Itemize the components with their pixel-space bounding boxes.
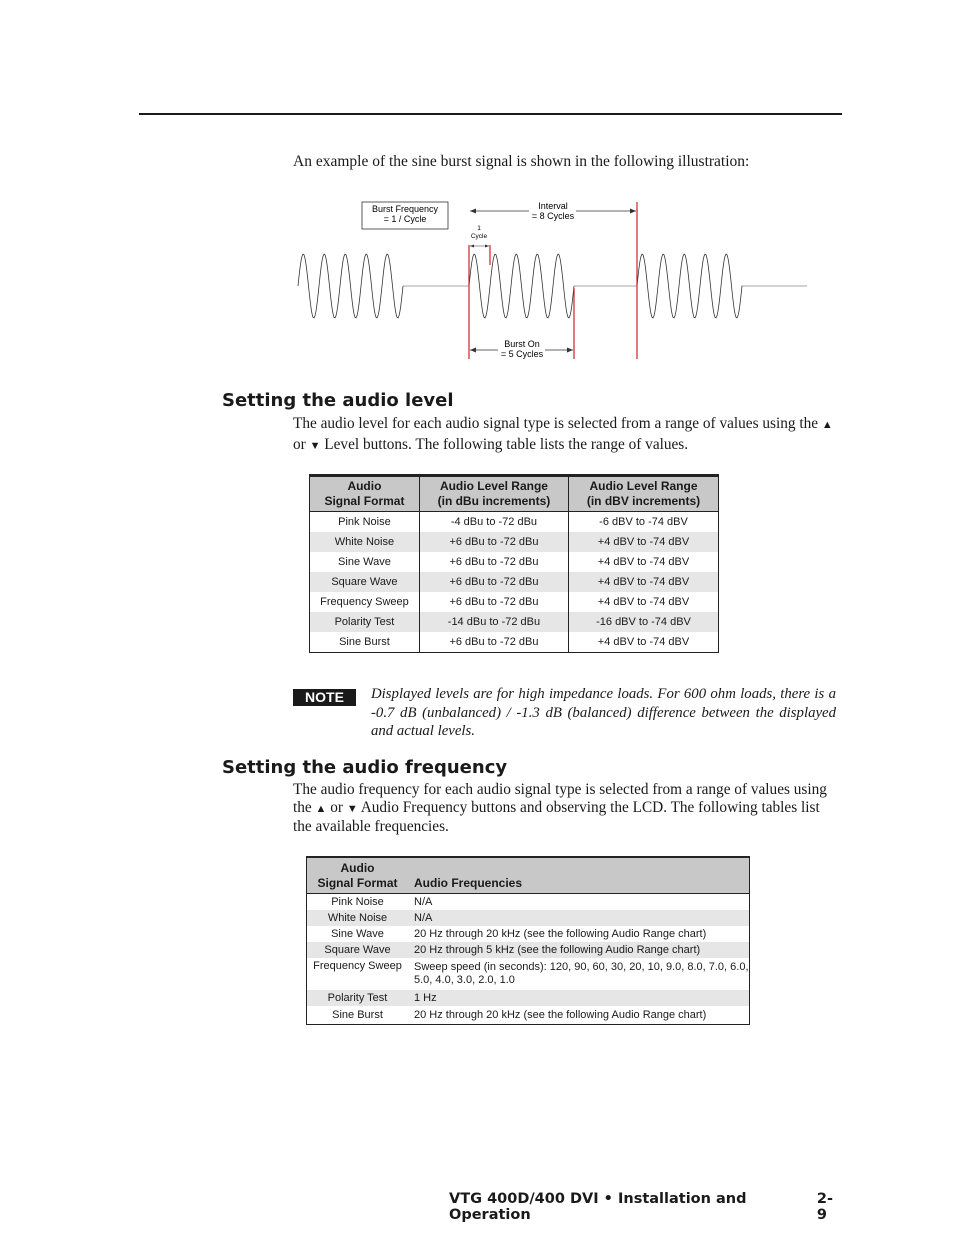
up-arrow-icon: ▲: [315, 802, 327, 815]
sine-burst-3: [637, 254, 742, 318]
table-row: Polarity Test 1 Hz: [307, 990, 750, 1006]
sine-burst-2: [469, 254, 574, 318]
col-header-dbu: Audio Level Range (in dBu increments): [419, 476, 568, 512]
table-row: Frequency Sweep +6 dBu to -72 dBu +4 dBV to -74 dBV: [310, 592, 719, 612]
table-row: White Noise N/A: [307, 910, 750, 926]
down-arrow-icon: ▼: [346, 802, 358, 815]
table-row: Square Wave +6 dBu to -72 dBu +4 dBV to -74 dBV: [310, 572, 719, 592]
col-header-frequencies: Audio Frequencies: [408, 857, 750, 894]
sine-waveform: [298, 254, 742, 318]
interval-arrowhead-left: [470, 209, 476, 214]
audio-frequency-paragraph: The audio frequency for each audio signal type is selected from a range of values using the ▲ or ▼ Audio Frequency buttons and observing the LCD. The following tables list the available frequencies.: [293, 781, 827, 835]
table-row: Sine Wave +6 dBu to -72 dBu +4 dBV to -74 dBV: [310, 552, 719, 572]
burst-frequency-label: Burst Frequency: [371, 204, 439, 214]
interval-label: Interval: [538, 201, 568, 211]
col-header-dbv: Audio Level Range (in dBV increments): [569, 476, 719, 512]
cycle-label: Cycle: [470, 233, 488, 240]
table-row: Frequency Sweep Sweep speed (in seconds): 120, 90, 60, 30, 20, 10, 9.0, 8.0, 7.0, 6.0, 5.0, 4.0, 3.0, 2.0, 1.0: [313, 960, 749, 986]
table-row: Pink Noise N/A: [331, 895, 433, 908]
interval-value: = 8 Cycles: [531, 211, 575, 221]
cycle-number: 1: [477, 225, 481, 232]
audio-level-table: [309, 474, 719, 653]
table-row: Polarity Test -14 dBu to -72 dBu -16 dBV to -74 dBV: [310, 612, 719, 632]
audio-level-paragraph: The audio level for each audio signal type is selected from a range of values using the ▲ or ▼ Level buttons. The following table lists the range of values.: [293, 415, 833, 453]
page-footer: [449, 1191, 842, 1223]
cycle-arrowhead-left: [470, 245, 474, 248]
burst-frequency-value: = 1 / Cycle: [383, 214, 427, 224]
down-arrow-icon: ▼: [309, 440, 321, 452]
table-row: Sine Burst +6 dBu to -72 dBu +4 dBV to -74 dBV: [310, 632, 719, 653]
burst-on-value: = 5 Cycles: [500, 349, 544, 359]
audio-level-heading: Setting the audio level: [222, 390, 454, 411]
audio-frequency-table: [306, 856, 750, 1025]
burst-on-arrowhead-left: [470, 348, 476, 353]
intro-text: An example of the sine burst signal is shown in the following illustration:: [293, 153, 750, 170]
col-header-format: Audio Signal Format: [310, 476, 420, 512]
audio-frequency-heading: Setting the audio frequency: [222, 757, 508, 778]
interval-arrowhead-right: [630, 209, 636, 214]
table-row: Pink Noise -4 dBu to -72 dBu -6 dBV to -74 dBV: [310, 512, 719, 533]
cycle-arrowhead-right: [485, 245, 489, 248]
burst-on-label: Burst On: [504, 339, 540, 349]
burst-on-arrowhead-right: [567, 348, 573, 353]
footer-title: VTG 400D/400 DVI • Installation and Operation: [449, 1191, 747, 1223]
table-row: Sine Burst 20 Hz through 20 kHz (see the following Audio Range chart): [332, 1008, 707, 1021]
note-text: Displayed levels are for high impedance loads. For 600 ohm loads, there is a -0.7 dB (unbalanced) / -1.3 dB (balanced) difference between the displayed and actual levels.: [371, 686, 836, 739]
sine-burst-1: [298, 254, 403, 318]
table-row: Sine Wave 20 Hz through 20 kHz (see the following Audio Range chart): [331, 927, 707, 940]
up-arrow-icon: ▲: [821, 419, 833, 431]
col-header-format: Audio Signal Format: [307, 857, 409, 894]
table-row: Square Wave 20 Hz through 5 kHz (see the following Audio Range chart): [307, 942, 750, 958]
table-row: White Noise +6 dBu to -72 dBu +4 dBV to -74 dBV: [310, 532, 719, 552]
note-badge: NOTE: [293, 689, 356, 706]
page-number: 2-9: [816, 1191, 834, 1223]
sine-burst-illustration: [295, 195, 815, 370]
top-rule: [139, 113, 842, 115]
